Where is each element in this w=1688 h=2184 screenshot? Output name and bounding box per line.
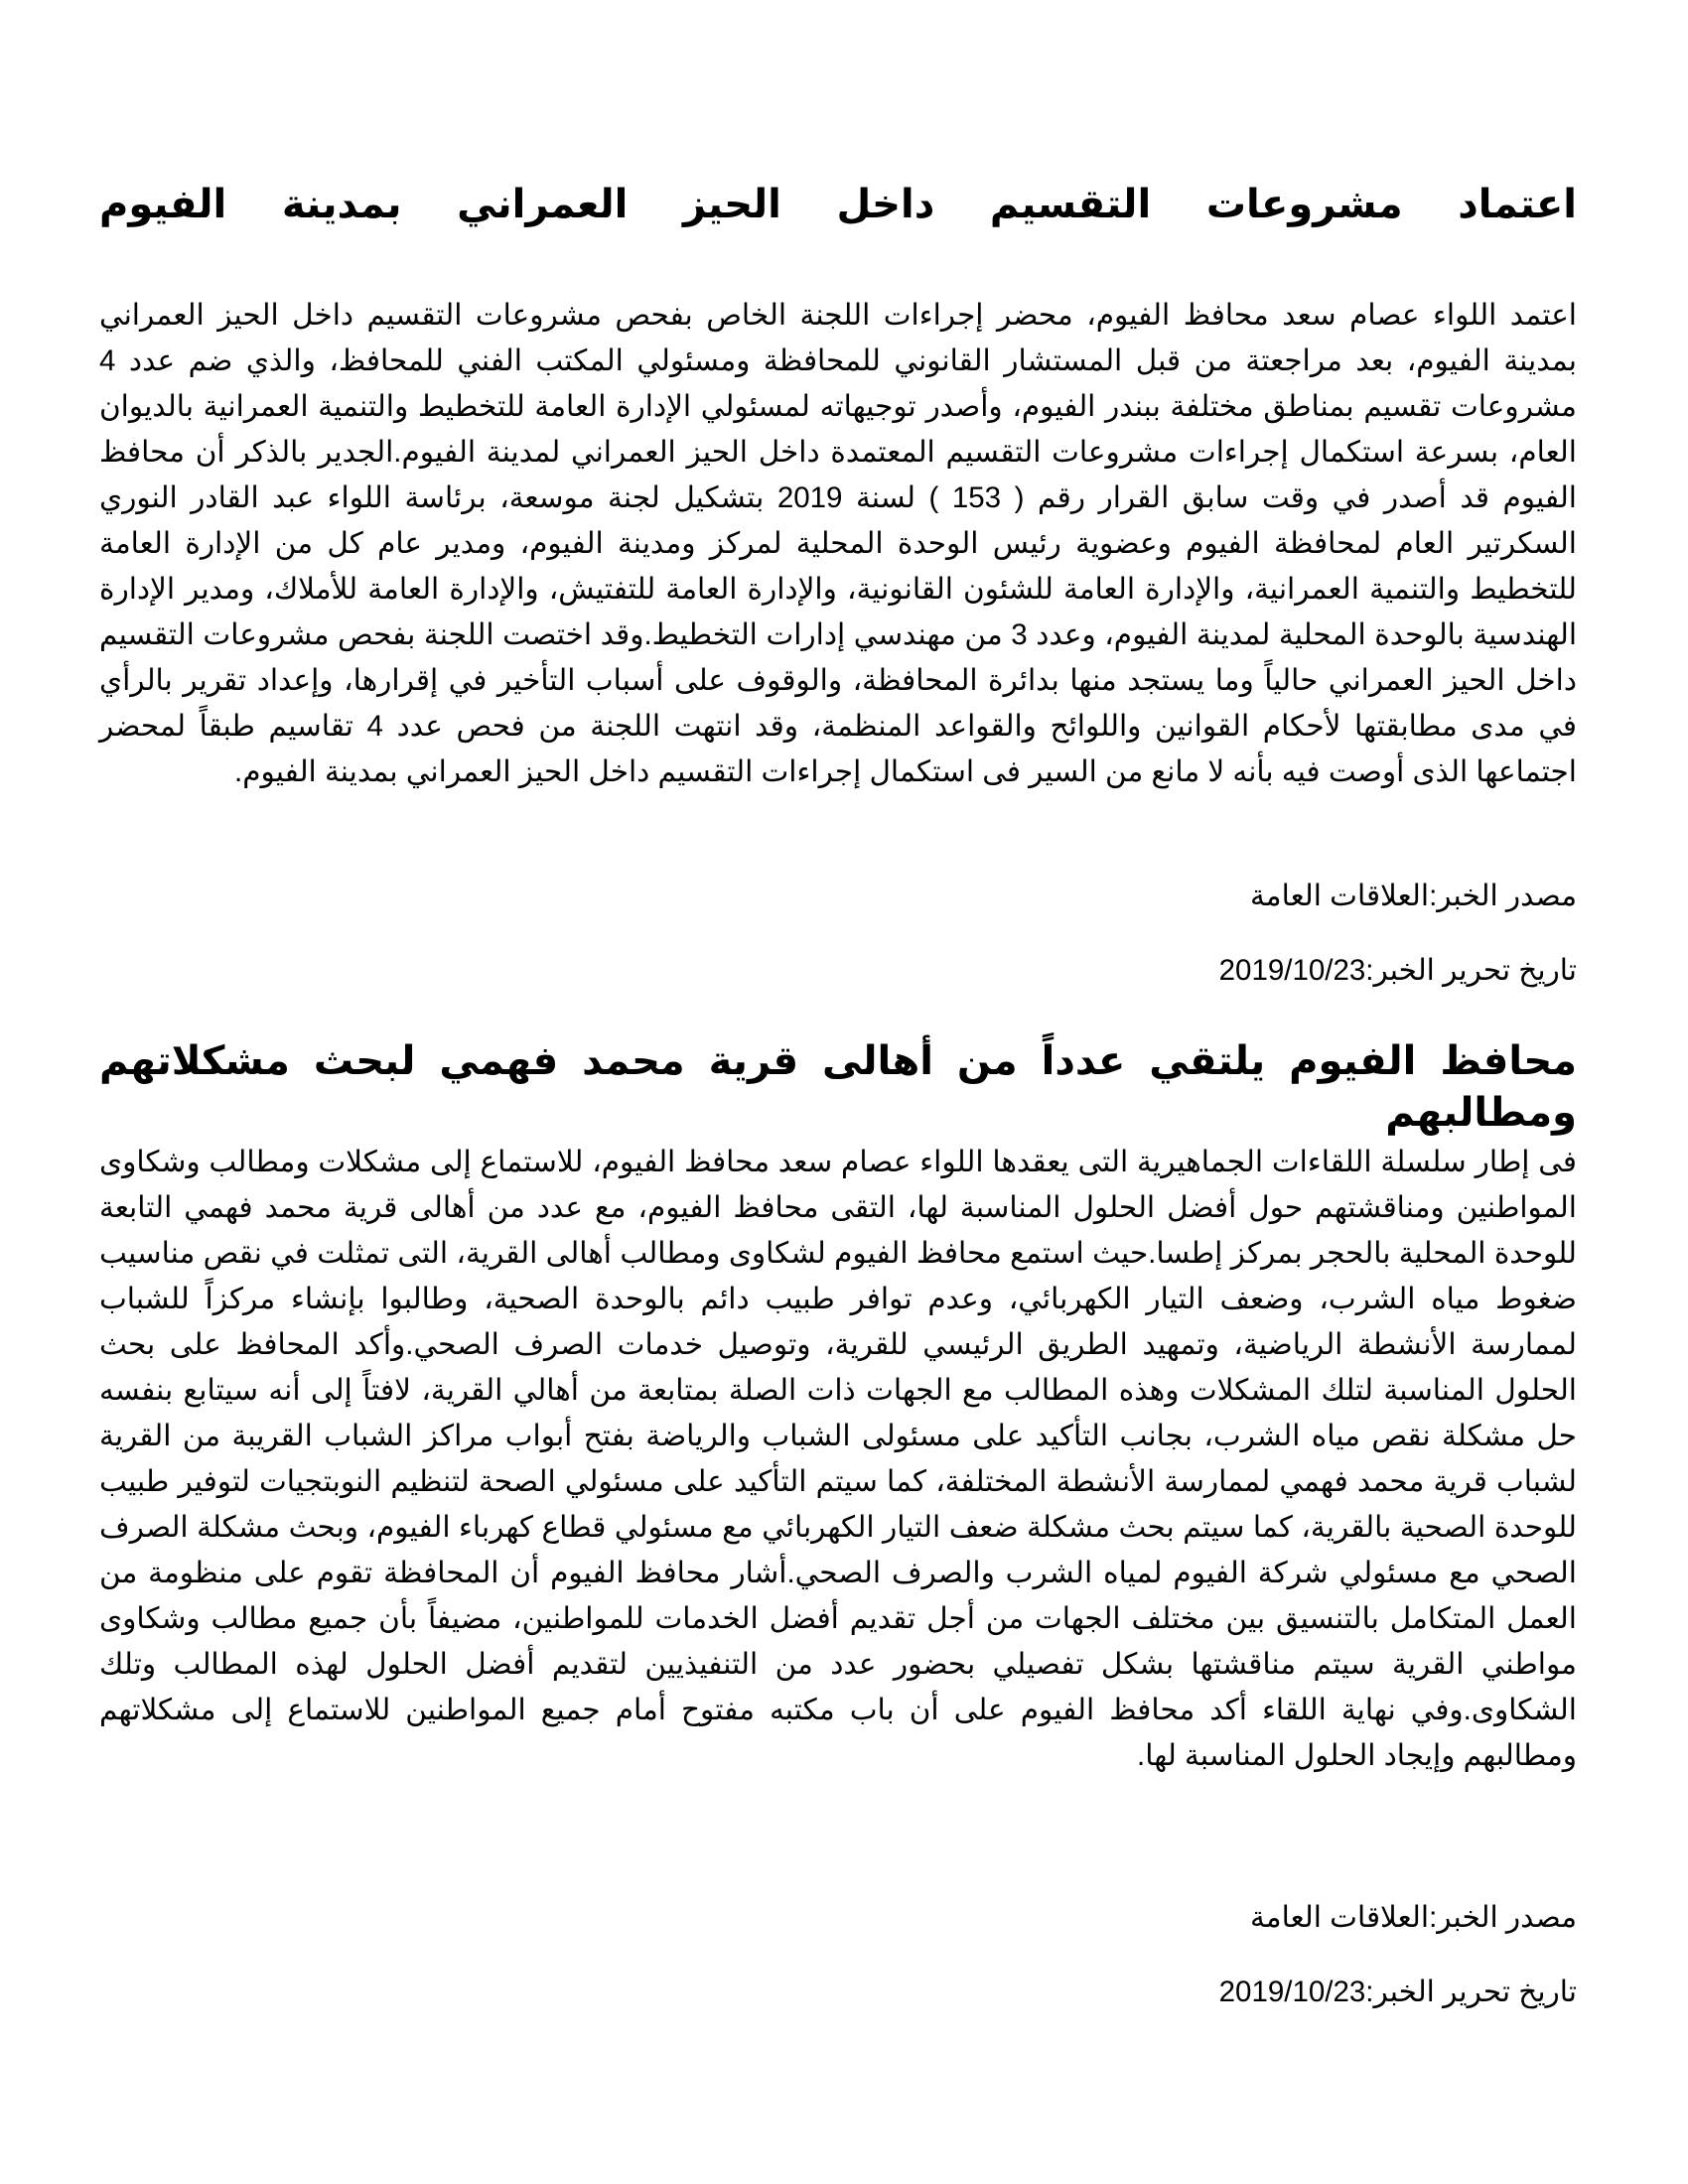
article-2-title: محافظ الفيوم يلتقي عدداً من أهالى قرية محمد فهمي لبحث مشكلاتهم ومطالبهم [99,1039,1577,1135]
article-1-source-label: مصدر الخبر: [1429,880,1577,912]
article-2-date [99,1973,1577,2012]
article-2-source-value: العلاقات العامة [1249,1901,1430,1934]
article-1-date [99,951,1577,991]
article-2-date-label: تاريخ تحرير الخبر: [1365,1976,1577,2008]
document-page [99,0,1577,2184]
article-2-body: فى إطار سلسلة اللقاءات الجماهيرية التى يعقدها اللواء عصام سعد محافظ الفيوم، للاستماع إلى مشكلات ومطالب وشكاوى المواطنين ومناقشتهم حول أفضل الحلول المناسبة لها، التقى محافظ الفيوم، مع عدد من أهالى قرية محمد فهمي التابعة للوحدة المحلية بالحجر بمركز إطسا.حيث استمع محافظ الفيوم لشكاوى ومطالب أهالى القرية، التى تمثلت في نقص مناسيب ضغوط مياه الشرب، وضعف التيار الكهربائي، وعدم توافر طبيب دائم بالوحدة الصحية، وطالبوا بإنشاء مركزاً للشباب لممارسة الأنشطة الرياضية، وتمهيد الطريق الرئيسي للقرية، وتوصيل خدمات الصرف الصحي.وأكد المحافظ على بحث الحلول المناسبة لتلك المشكلات وهذه المطالب مع الجهات ذات الصلة بمتابعة من أهالي القرية، لافتاً إلى أنه سيتابع بنفسه حل مشكلة نقص مياه الشرب، بجانب التأكيد على مسئولى الشباب والرياضة بفتح أبواب مراكز الشباب القريبة من القرية لشباب قرية محمد فهمي لممارسة الأنشطة المختلفة، كما سيتم التأكيد على مسئولي الصحة لتنظيم النوبتجيات لتوفير طبيب للوحدة الصحية بالقرية، كما سيتم بحث مشكلة ضعف التيار الكهربائي مع مسئولي قطاع كهرباء الفيوم، وبحث مشكلة الصرف الصحي مع مسئولي شركة الفيوم لمياه الشرب والصرف الصحي.أشار محافظ الفيوم أن المحافظة تقوم على منظومة من العمل المتكامل بالتنسيق بين مختلف الجهات من أجل تقديم أفضل الخدمات للمواطنين، مضيفاً بأن جميع مطالب وشكاوى مواطني القرية سيتم مناقشتها بشكل تفصيلي بحضور عدد من التنفيذيين لتقديم أفضل الحلول لهذه المطالب وتلك الشكاوى.وفي نهاية اللقاء أكد محافظ الفيوم على أن باب مكتبه مفتوح أمام جميع المواطنين للاستماع إلى مشكلاتهم ومطالبهم وإيجاد الحلول المناسبة لها. [99,1146,1577,1772]
article-1-body: اعتمد اللواء عصام سعد محافظ الفيوم، محضر إجراءات اللجنة الخاص بفحص مشروعات التقسيم داخل الحيز العمراني بمدينة الفيوم، بعد مراجعتة من قبل المستشار القانوني للمحافظة ومسئولي المكتب الفني للمحافظ، والذي ضم عدد 4 مشروعات تقسيم بمناطق مختلفة ببندر الفيوم، وأصدر توجيهاته لمسئولي الإدارة العامة للتخطيط والتنمية العمرانية بالديوان العام، بسرعة استكمال إجراءات مشروعات التقسيم المعتمدة داخل الحيز العمراني لمدينة الفيوم.الجدير بالذكر أن محافظ الفيوم قد أصدر في وقت سابق القرار رقم ( 153 ) لسنة 2019 بتشكيل لجنة موسعة، برئاسة اللواء عبد القادر النوري السكرتير العام لمحافظة الفيوم وعضوية رئيس الوحدة المحلية لمركز ومدينة الفيوم، ومدير عام كل من الإدارة العامة للتخطيط والتنمية العمرانية، والإدارة العامة للشئون القانونية، والإدارة العامة للتفتيش، والإدارة العامة للأملاك، ومدير الإدارة الهندسية بالوحدة المحلية لمدينة الفيوم، وعدد 3 من مهندسي إدارات التخطيط.وقد اختصت اللجنة بفحص مشروعات التقسيم داخل الحيز العمراني حالياً وما يستجد منها بدائرة المحافظة، والوقوف على أسباب التأخير في إقرارها، وإعداد تقرير بالرأي في مدى مطابقتها لأحكام القوانين واللوائح والقواعد المنظمة، وقد انتهت اللجنة من فحص عدد 4 تقاسيم طبقاً لمحضر اجتماعها الذى أوصت فيه بأنه لا مانع من السير فى استكمال إجراءات التقسيم داخل الحيز العمراني بمدينة الفيوم. [99,299,1578,788]
article-2-source [99,1898,1577,1938]
article-1-date-value: 2019/10/23 [1218,954,1366,987]
article-1-source [99,877,1577,916]
article-1-source-value: العلاقات العامة [1249,880,1430,912]
article-2-source-label: مصدر الخبر: [1429,1901,1577,1934]
article-2-date-value: 2019/10/23 [1218,1976,1366,2008]
article-1-date-label: تاريخ تحرير الخبر: [1365,954,1577,987]
article-1-title: اعتماد مشروعات التقسيم داخل الحيز العمراني بمدينة الفيوم [99,183,1577,226]
